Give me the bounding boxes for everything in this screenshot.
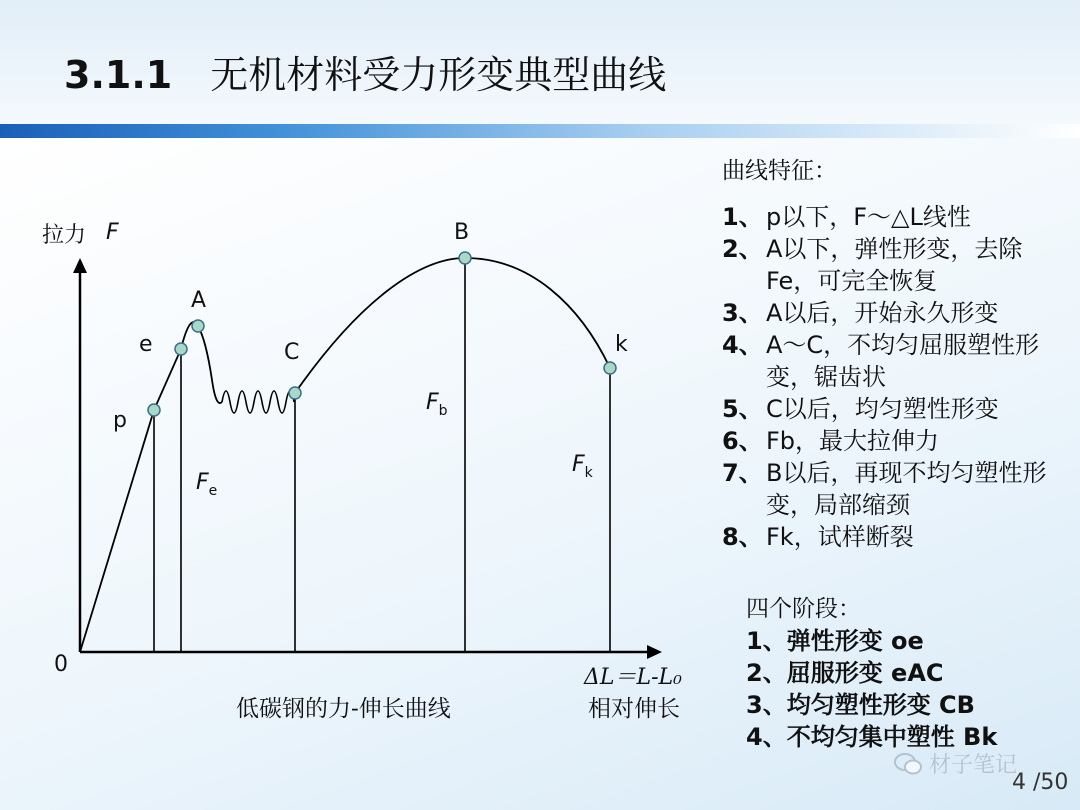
origin-label: 0 xyxy=(54,652,68,677)
list-item: 2、屈服形变 eAC xyxy=(746,659,944,687)
point-e-marker xyxy=(175,343,187,355)
list-item: 1、 p以下，F～△L线性 xyxy=(722,203,971,231)
features-heading: 曲线特征： xyxy=(722,158,837,184)
list-item: 3、 A以后，开始永久形变 xyxy=(722,299,999,327)
list-item: 4、不均匀集中塑性 Bk xyxy=(746,723,998,751)
force-fk-label: $F_k$ xyxy=(572,452,593,481)
page-number: 4 /50 xyxy=(1012,770,1069,795)
point-p-label: p xyxy=(113,408,127,433)
list-item: 5、 C以后，均匀塑性形变 xyxy=(722,395,999,423)
list-item: 2、 A以下，弹性形变，去除Fe，可完全恢复 xyxy=(722,235,1023,295)
watermark xyxy=(893,748,1017,779)
point-p-marker xyxy=(148,404,160,416)
x-axis-arrow xyxy=(647,645,662,659)
y-axis-arrow xyxy=(73,258,87,273)
curve-plastic xyxy=(295,258,610,393)
curve-features-panel xyxy=(722,152,1072,553)
list-item: 8、 Fk，试样断裂 xyxy=(722,523,914,551)
diagram-caption: 低碳钢的力-伸长曲线 xyxy=(236,696,451,722)
stages-panel xyxy=(746,590,1076,753)
force-extension-diagram xyxy=(0,140,700,660)
point-b-label: B xyxy=(454,220,470,245)
point-k-label: k xyxy=(615,332,628,357)
point-b-marker xyxy=(459,252,471,264)
point-a-label: A xyxy=(191,288,207,313)
y-axis-label: 拉力 xyxy=(42,223,87,248)
title-accent-band xyxy=(0,124,1080,138)
section-title: 无机材料受力形变典型曲线 xyxy=(210,53,667,97)
point-a-marker xyxy=(192,320,204,332)
curve-serrated xyxy=(222,391,295,413)
point-c-marker xyxy=(289,387,301,399)
slide-title xyxy=(64,44,666,99)
list-item: 1、弹性形变 oe xyxy=(746,627,924,655)
stages-heading: 四个阶段： xyxy=(746,596,861,622)
point-e-label: e xyxy=(139,332,153,357)
force-fb-label: $F_b$ xyxy=(426,390,448,419)
x-axis-caption: 相对伸长 xyxy=(588,696,680,722)
force-fe-label: $F_e$ xyxy=(196,470,218,499)
x-axis-label: ΔL＝L-L₀ xyxy=(584,665,682,690)
list-item: 4、 A～C，不均匀屈服塑性形变，锯齿状 xyxy=(722,331,1040,391)
list-item: 7、 B以后，再现不均匀塑性形变，局部缩颈 xyxy=(722,459,1047,519)
y-axis-symbol: F xyxy=(106,220,119,245)
section-number: 3.1.1 xyxy=(64,53,173,97)
point-c-label: C xyxy=(284,340,300,365)
watermark-text: 材子笔记 xyxy=(929,753,1018,778)
point-k-marker xyxy=(604,362,616,374)
list-item: 6、 Fb，最大拉伸力 xyxy=(722,427,940,455)
list-item: 3、均匀塑性形变 CB xyxy=(746,691,975,719)
wechat-icon xyxy=(893,752,923,776)
